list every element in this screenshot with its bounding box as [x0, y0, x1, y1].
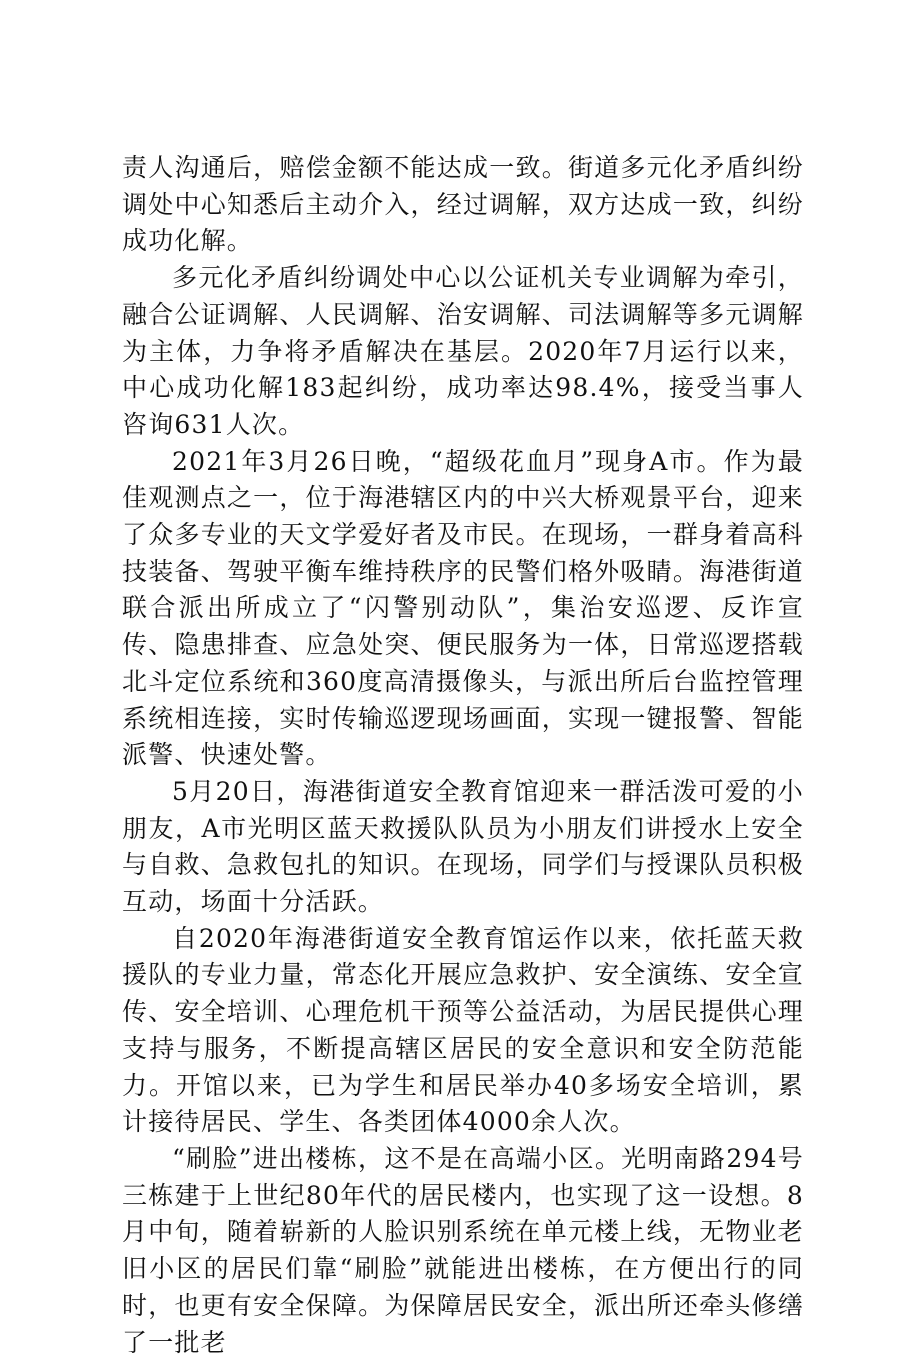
paragraph-face-recognition: “刷脸”进出楼栋，这不是在高端小区。光明南路294号三栋建于上世纪80年代的居民楼内，也实现了这一设想。8月中旬，随着崭新的人脸识别系统在单元楼上线，无物业老旧小区的居民们靠“刷脸”就能进出楼栋，在方便出行的同时，也更有安全保障。为保障居民安全，派出所还牵头修缮了一批老 [122, 1143, 804, 1357]
paragraph-continuation: 责人沟通后，赔偿金额不能达成一致。街道多元化矛盾纠纷调处中心知悉后主动介入，经过调解，双方达成一致，纠纷成功化解。 [122, 153, 804, 256]
paragraph-safety-education-hall: 自2020年海港街道安全教育馆运作以来，依托蓝天救援队的专业力量，常态化开展应急救护、安全演练、安全宣传、安全培训、心理危机干预等公益活动，为居民提供心理支持与服务，不断提高辖区居民的安全意识和安全防范能力。开馆以来，已为学生和居民举办40多场安全培训，累计接待居民、学生、各类团体4000余人次。 [122, 923, 804, 1137]
body-text [122, 150, 804, 1361]
paragraph-blood-moon-patrol: 2021年3月26日晚，“超级花血月”现身A市。作为最佳观测点之一，位于海港辖区内的中兴大桥观景平台，迎来了众多专业的天文学爱好者及市民。在现场，一群身着高科技装备、驾驶平衡车维持秩序的民警们格外吸睛。海港街道联合派出所成立了“闪警别动队”，集治安巡逻、反诈宣传、隐患排查、应急处突、便民服务为一体，日常巡逻搭载北斗定位系统和360度高清摄像头，与派出所后台监控管理系统相连接，实时传输巡逻现场画面，实现一键报警、智能派警、快速处警。 [122, 446, 804, 770]
paragraph-safety-education-event: 5月20日，海港街道安全教育馆迎来一群活泼可爱的小朋友，A市光明区蓝天救援队队员为小朋友们讲授水上安全与自救、急救包扎的知识。在现场，同学们与授课队员积极互动，场面十分活跃。 [122, 776, 804, 917]
paragraph-mediation-center: 多元化矛盾纠纷调处中心以公证机关专业调解为牵引，融合公证调解、人民调解、治安调解、司法调解等多元调解为主体，力争将矛盾解决在基层。2020年7月运行以来，中心成功化解183起纠纷，成功率达98.4%，接受当事人咨询631人次。 [122, 263, 804, 439]
